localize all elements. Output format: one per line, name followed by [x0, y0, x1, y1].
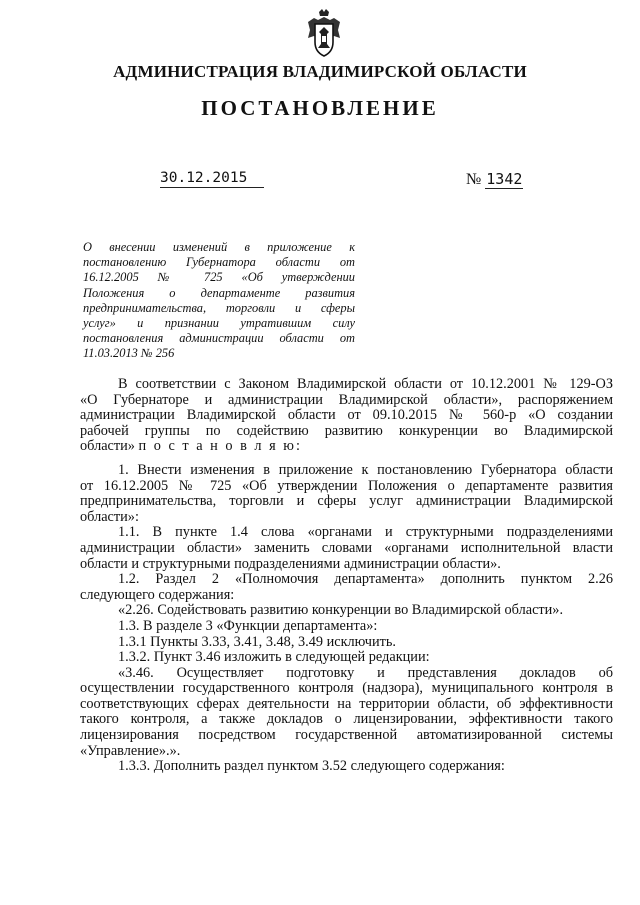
subject-line: 16.12.2005 № 725 «Об утверждении — [83, 270, 355, 285]
body-line: 1.3.3. Дополнить раздел пунктом 3.52 следующего содержания: — [118, 758, 505, 775]
body-line: 1.3.1 Пункты 3.33, 3.41, 3.48, 3.49 исключить. — [118, 633, 396, 650]
paragraph-3-46 — [80, 666, 613, 760]
body-line: администрации области» заменить словами «органами исполнительной власти — [80, 539, 613, 556]
body-line: «О Губернаторе и администрации Владимирской области», распоряжением — [80, 391, 613, 408]
subject-line: услуг» и признании утратившим силу — [83, 316, 355, 331]
document-type-title: ПОСТАНОВЛЕНИЕ — [201, 96, 439, 120]
body-line: от 16.12.2005 № 725 «Об утверждении Положения о департаменте развития — [80, 477, 613, 494]
body-line: «3.46. Осуществляет подготовку и представления докладов об — [118, 664, 613, 681]
paragraph-1-2 — [80, 572, 613, 603]
subject-line: Положения о департаменте развития — [83, 285, 355, 300]
preamble-last: области» — [80, 438, 135, 455]
coat-of-arms-icon — [306, 8, 342, 60]
body-line: рабочей группы по содействию развитию конкуренции во Владимирской — [80, 422, 613, 439]
document-date: 30.12.2015 — [160, 170, 264, 188]
document-subject — [83, 240, 355, 362]
body-line: «2.26. Содействовать развитию конкуренции во Владимирской области». — [118, 602, 564, 619]
body-line: 1.3.2. Пункт 3.46 изложить в следующей редакции: — [118, 649, 430, 666]
body-line: осуществлении государственного контроля (надзора), муниципального контроля в — [80, 680, 613, 697]
body-line: 1.1. В пункте 1.4 слова «органами и структурными подразделениями — [118, 524, 613, 541]
paragraph-1-1 — [80, 525, 613, 572]
body-line: 1.3. В разделе 3 «Функции департамента»: — [118, 617, 378, 634]
body-line: 1.2. Раздел 2 «Полномочия департамента» дополнить пунктом 2.26 — [118, 571, 613, 588]
document-body — [80, 377, 613, 775]
body-line: предпринимательства, торговли и сферы услуг администрации Владимирской — [80, 493, 613, 510]
body-line: следующего содержания: — [80, 586, 235, 603]
paragraph-1-3-3 — [80, 759, 613, 775]
paragraph-1-3-2 — [80, 650, 613, 666]
subject-line: постановления администрации области от — [83, 331, 355, 346]
body-line: соответствующих сферах деятельности на территории области, об эффективности — [80, 695, 613, 712]
subject-line: постановлению Губернатора области от — [83, 255, 355, 270]
paragraph-1 — [80, 463, 613, 525]
document-number — [466, 170, 523, 189]
subject-line: О внесении изменений в приложение к — [83, 240, 355, 254]
decree-word: п о с т а н о в л я ю: — [138, 438, 302, 455]
body-line: «Управление».». — [80, 742, 181, 759]
subject-line: 11.03.2013 № 256 — [83, 346, 175, 361]
paragraph-2-26 — [80, 603, 613, 619]
number-label: № — [466, 171, 482, 188]
body-line: лицензирования посредством государственной автоматизированной системы — [80, 727, 613, 744]
paragraph-1-3-1 — [80, 635, 613, 651]
preamble — [80, 377, 613, 455]
body-line — [80, 439, 613, 455]
body-line: администрации Владимирской области от 09.10.2015 № 560-р «О создании — [80, 407, 613, 424]
body-line: такого контроля, а также докладов о лицензировании, эффективности такого — [80, 711, 613, 728]
body-line: области и структурными подразделениями администрации области». — [80, 555, 501, 572]
paragraph-1-3 — [80, 619, 613, 635]
number-value: 1342 — [486, 170, 523, 188]
body-line: В соответствии с Законом Владимирской области от 10.12.2001 № 129-ОЗ — [118, 376, 613, 392]
subject-line: предпринимательства, торговли и сферы — [83, 300, 355, 315]
organization-title: АДМИНИСТРАЦИЯ ВЛАДИМИРСКОЙ ОБЛАСТИ — [113, 62, 527, 81]
body-line: 1. Внести изменения в приложение к постановлению Губернатора области — [118, 461, 613, 478]
body-line: области»: — [80, 508, 139, 525]
